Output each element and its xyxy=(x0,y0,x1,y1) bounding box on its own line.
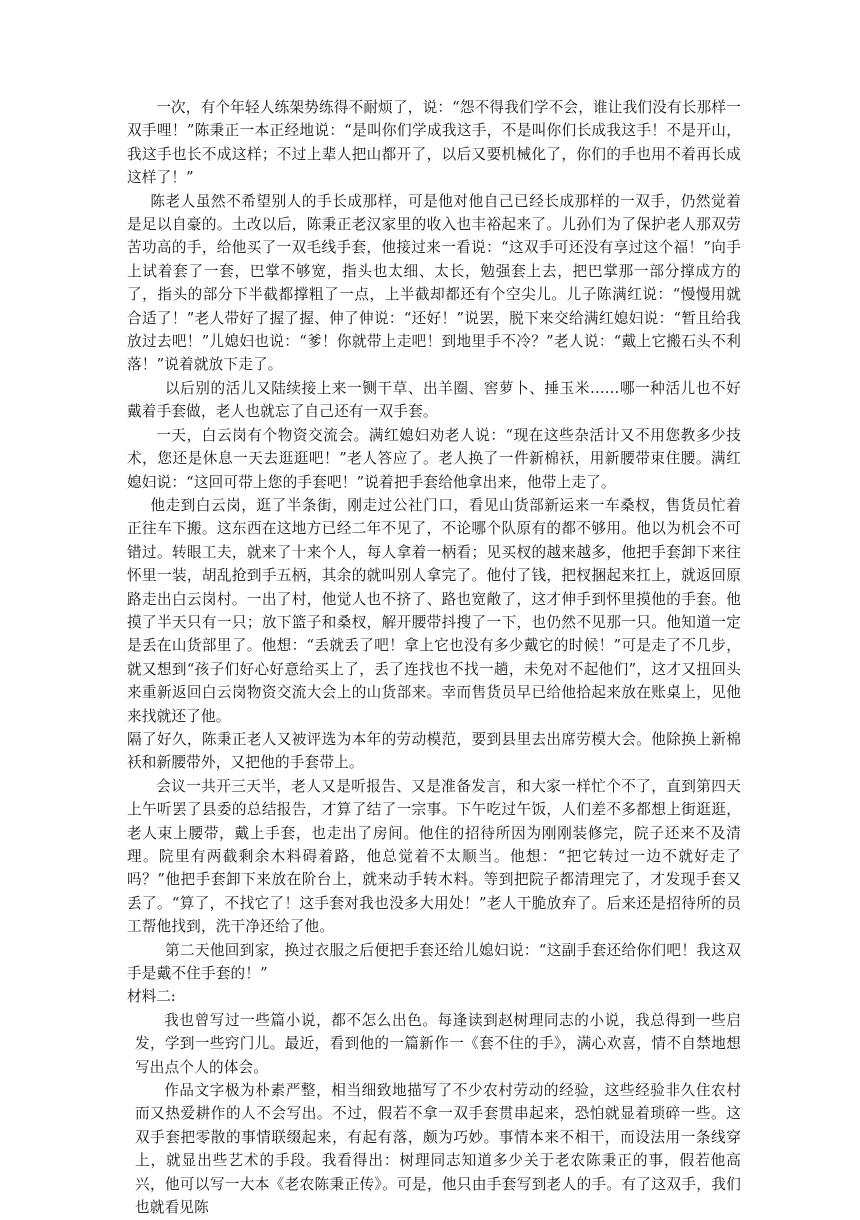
material-2-paragraph-1: 我也曾写过一些篇小说，都不怎么出色。每逢读到赵树理同志的小说，我总得到一些启发，学到一些窍门儿。最近，看到他的一篇新作一《套不住的手》，满心欢喜，情不自禁地想写出点个人的体会。 xyxy=(135,1011,741,1076)
material-2-paragraph-2: 作品文字极为朴素严整，相当细致地描写了不少农村劳动的经验，这些经验非久住农村而又热爱耕作的人不会写出。不过，假若不拿一双手套贯串起来，恐怕就显着琐碎一些。这双手套把零散的事情联缀起来，有起有落，颇为巧妙。事情本来不相干，而设法用一条线穿上，就显出些艺术的手段。我看得出：树理同志知道多少关于老农陈秉正的事，假若他高兴，他可以写一大本《老农陈秉正传》。可是，他只由手套写到老人的手。有了这双手，我们也就看见陈 xyxy=(135,1082,741,1217)
section-label-material-2: 材料二: xyxy=(127,988,176,1006)
paragraph-7: 会议一共开三天半，老人又是听报告、又是准备发言，和大家一样忙个不了，直到第四天上午听罢了县委的总结报告，才算了结了一宗事。下午吃过午饭，人们差不多都想上街逛逛，老人束上腰带，戴上手套，也走出了房间。他住的招待所因为刚刚装修完，院子还来不及清理。院里有两截剩余木料碍着路，他总觉着不太顺当。他想：“把它转过一边不就好走了吗？”他把手套卸下来放在阶台上，就来动手转木料。等到把院子都清理完了，才发现手套又丢了。“算了，不找它了！这手套对我也没多大用处！”老人干脆放弃了。后来还是招待所的员工帮他找到，洗干净还给了他。 xyxy=(127,777,741,936)
paragraph-8: 第二天他回到家，换过衣服之后便把手套还给儿媳妇说：“这副手套还给你们吧！我这双手是戴不住手套的！” xyxy=(127,941,741,983)
paragraph-6: 隔了好久，陈秉正老人又被评选为本年的劳动模范，要到县里去出席劳模大会。他除换上新棉袄和新腰带外，又把他的手套带上。 xyxy=(127,730,741,772)
paragraph-5: 他走到白云岗，逛了半条街，刚走过公社门口，看见山货部新运来一车桑杈，售货员忙着正往车下搬。这东西在这地方已经二年不见了，不论哪个队原有的都不够用。他以为机会不可错过。转眼工夫，就来了十来个人，每人拿着一柄看；见买杈的越来越多，他把手套卸下来往怀里一装，胡乱抢到手五柄，其余的就叫别人拿完了。他付了钱，把杈捆起来扛上，就返回原路走出白云岗村。一出了村，他觉人也不挤了、路也宽敞了，这才伸手到怀里摸他的手套。他摸了半天只有一只；放下篮子和桑杈，解开腰带抖搜了一下，也仍然不见那一只。他知道一定是丢在山货部里了。他想：“丢就丢了吧！拿上它也没有多少戴它的时候！”可是走了不几步，就又想到“孩子们好心好意给买上了，丢了连找也不找一趟，未免对不起他们”，这才又扭回头来重新返回白云岗物资交流大会上的山货部来。幸而售货员早已给他拾起来放在账桌上，见他来找就还了他。 xyxy=(127,496,741,725)
document-body xyxy=(127,96,741,1220)
paragraph-3: 以后别的活儿又陆续接上来一铡干草、出羊圈、窖萝卜、捶玉米……哪一种活儿也不好戴着手套做，老人也就忘了自己还有一双手套。 xyxy=(127,379,741,421)
paragraph-4: 一天，白云岗有个物资交流会。满红媳妇劝老人说：“现在这些杂活计又不用您教多少技术，您还是休息一天去逛逛吧！”老人答应了。老人换了一件新棉袄，用新腰带束住腰。满红媳妇说：“这回可带上您的手套吧！”说着把手套给他拿出来，他带上走了。 xyxy=(127,426,741,491)
material-2-body xyxy=(127,1009,741,1220)
paragraph-1: 一次，有个年轻人练架势练得不耐烦了，说：“怨不得我们学不会，谁让我们没有长那样一双手哩！”陈秉正一本正经地说：“是叫你们学成我这手，不是叫你们长成我这手！不是开山，我这手也长不成这样；不过上辈人把山都开了，以后又要机械化了，你们的手也用不着再长成这样了！” xyxy=(127,99,741,187)
paragraph-2: 陈老人虽然不希望别人的手长成那样，可是他对他自己已经长成那样的一双手，仍然觉着是足以自豪的。土改以后，陈秉正老汉家里的收入也丰裕起来了。儿孙们为了保护老人那双劳苦功高的手，给他买了一双毛线手套，他接过来一看说：“这双手可还没有享过这个福！”向手上试着套了一套，巴掌不够宽，指头也太细、太长，勉强套上去，把巴掌那一部分撑成方的了，指头的部分下半截都撑粗了一点，上半截却都还有个空尖儿。儿子陈满红说：“慢慢用就合适了！”老人带好了握了握、伸了伸说：“还好！”说罢，脱下来交给满红媳妇说：“暂且给我放过去吧！”儿媳妇也说：“爹！你就带上走吧！到地里手不冷？”老人说：“戴上它搬石头不利落！”说着就放下走了。 xyxy=(127,192,741,374)
